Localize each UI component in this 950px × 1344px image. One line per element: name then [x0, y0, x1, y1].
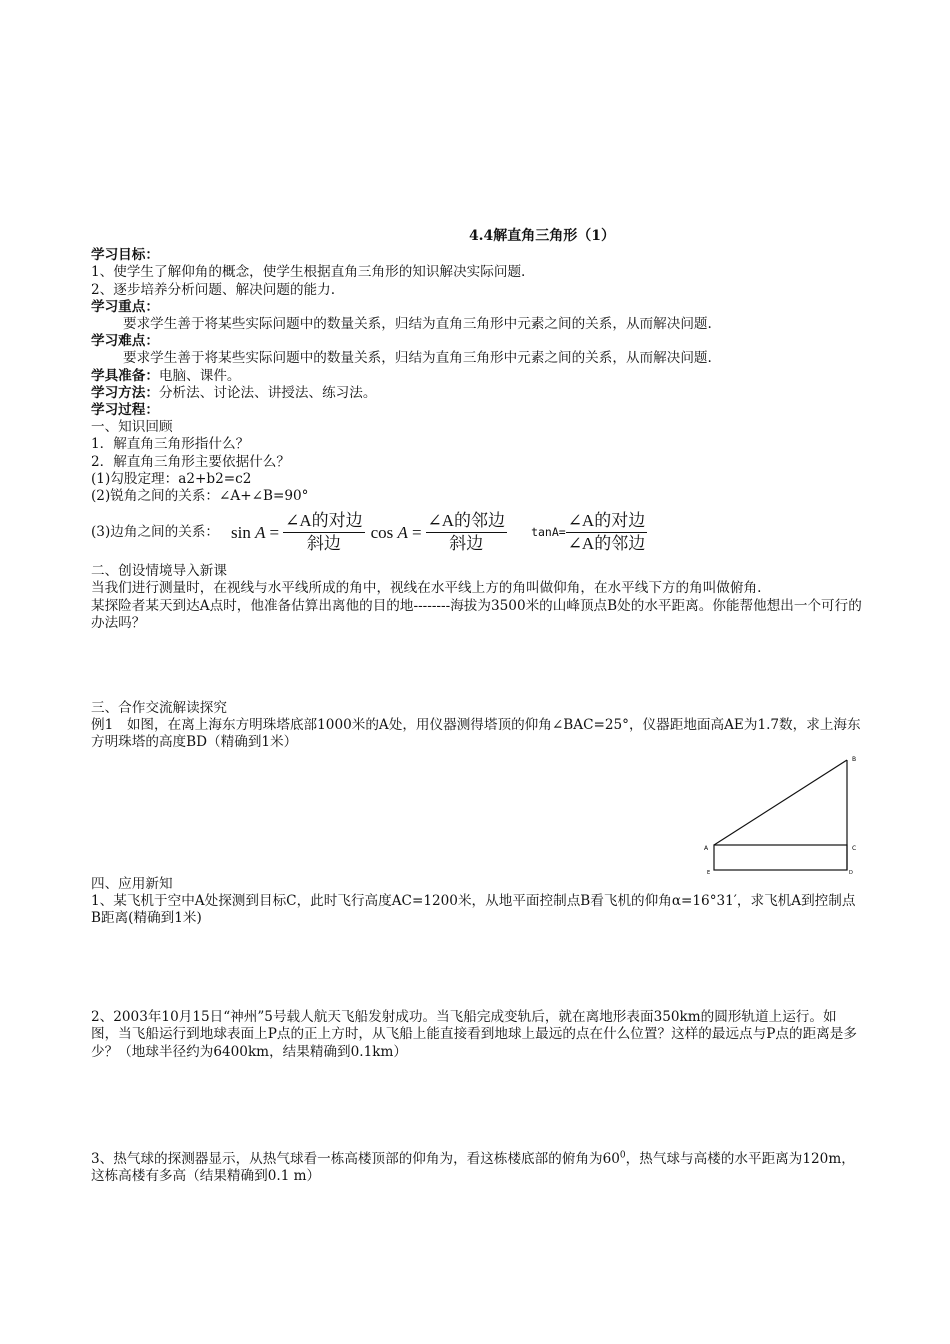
sight-line [714, 760, 847, 845]
review-question: 2．解直角三角形主要依据什么？ [91, 453, 290, 470]
angle-relation-item: (2)锐角之间的关系：∠A+∠B=90° [91, 488, 309, 505]
degree-superscript: 0 [619, 1150, 626, 1161]
sin-function: sin A [231, 522, 266, 542]
label-d: D [849, 870, 853, 874]
document-page [91, 228, 863, 1185]
difficulty-text: 要求学生善于将某些实际问题中的数量关系，归结为直角三角形中元素之间的关系，从而解决问题. [123, 350, 712, 367]
tools-heading: 学具准备： [91, 367, 159, 384]
label-a: A [704, 845, 709, 852]
section3-heading: 三、合作交流解读探究 [91, 700, 227, 717]
label-c: C [852, 845, 857, 852]
section1-heading: 一、知识回顾 [91, 419, 173, 436]
tower-figure [703, 752, 863, 874]
goals-heading: 学习目标： [91, 247, 159, 264]
cos-denominator: 斜边 [449, 533, 484, 553]
exercise-3-text: 3、热气球的探测器显示，从热气球看一栋高楼顶部的仰角为，看这栋楼底部的俯角为$60^0$，热气球与高楼的水平距离为120m，这栋高楼有多高（结果精确到0.1 m） [91, 1150, 855, 1185]
label-b: B [852, 756, 857, 763]
tools-text: 电脑、课件。 [158, 367, 241, 384]
side-angle-label: (3)边角之间的关系： [91, 523, 220, 540]
page-title: 4.4解直角三角形（1） [468, 228, 616, 244]
instrument-base-rect [714, 845, 847, 870]
cos-fraction [426, 510, 508, 555]
methods-heading: 学习方法： [91, 384, 159, 401]
key-heading: 学习重点： [91, 298, 159, 315]
methods-line [91, 385, 863, 402]
exercise-1-text: 1、某飞机于空中A处探测到目标C，此时飞行高度AC=1200米，从地平面控制点B看飞机的仰角α=16°31′，求飞机A到控制点B距离(精确到1米) [91, 892, 856, 927]
tan-fraction [566, 510, 648, 555]
process-heading: 学习过程： [91, 402, 159, 419]
trig-formula-row [91, 507, 863, 557]
tan-numerator: ∠A的对边 [566, 510, 648, 533]
section2-paragraph: 当我们进行测量时，在视线与水平线所成的角中，视线在水平线上方的角叫做仰角，在水平线下方的角叫做俯角. [91, 580, 762, 597]
label-e: E [707, 870, 711, 874]
section2-paragraph: 某探险者某天到达A点时，他准备估算出离他的目的地--------海拔为3500米的山峰顶点B处的水平距离。你能帮他想出一个可行的办法吗？ [91, 597, 862, 631]
tan-denominator: ∠A的邻边 [567, 533, 646, 553]
review-question: 1．解直角三角形指什么？ [91, 436, 250, 453]
exercise-2-text: 2、2003年10月15日“神州”5号载人航天飞船发射成功。当飞船完成变轨后，就在离地形表面350km的圆形轨道上运行。如图，当飞船运行到地球表面上P点的正上方时，从飞船上能直接看到地球上最远的点在什么位置？这样的最远点与P点的距离是多少？（地球半径约为6400km，结果精确到0.1km） [91, 1009, 857, 1060]
cos-numerator: ∠A的邻边 [426, 510, 508, 533]
tools-line [91, 368, 863, 385]
section4-heading: 四、应用新知 [91, 875, 173, 892]
goal-item: 1、使学生了解仰角的概念，使学生根据直角三角形的知识解决实际问题. [91, 264, 526, 281]
pythagorean-item: (1)勾股定理：a2+b2=c2 [91, 470, 252, 487]
methods-text: 分析法、讨论法、讲授法、练习法。 [158, 384, 377, 401]
equals-sign: = [269, 522, 280, 542]
sin-denominator: 斜边 [306, 533, 341, 553]
tan-label: tanA= [531, 524, 566, 539]
equals-sign: = [411, 522, 422, 542]
goal-item: 2、逐步培养分析问题、解决问题的能力. [91, 281, 336, 298]
key-text: 要求学生善于将某些实际问题中的数量关系，归结为直角三角形中元素之间的关系，从而解决问题. [123, 316, 712, 333]
example-1-text: 例1 如图，在离上海东方明珠塔底部1000米的A处，用仪器测得塔顶的仰角∠BAC=25°，仪器距地面高AE为1.7数，求上海东方明珠塔的高度BD（精确到1米） [91, 717, 861, 751]
cos-function: cos A [370, 522, 408, 542]
sin-numerator: ∠A的对边 [283, 510, 365, 533]
section2-heading: 二、创设情境导入新课 [91, 563, 227, 580]
sin-fraction [283, 510, 365, 555]
difficulty-heading: 学习难点： [91, 333, 159, 350]
